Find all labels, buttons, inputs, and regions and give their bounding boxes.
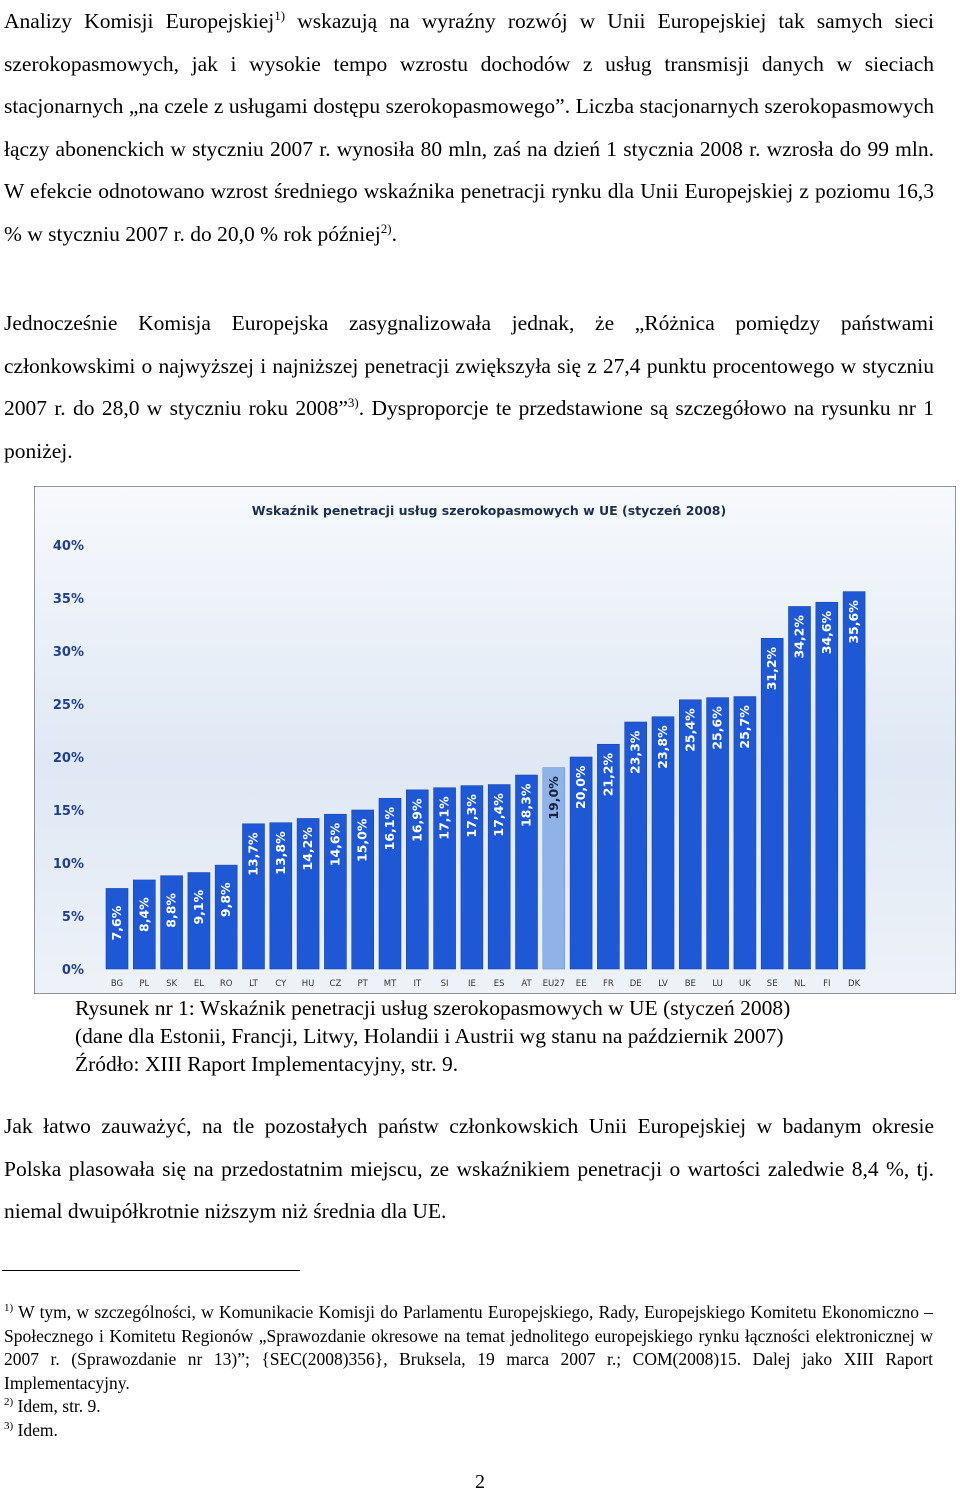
- x-tick-label: BE: [684, 979, 696, 989]
- bar-value-label: 34,6%: [818, 610, 834, 655]
- y-tick-label: 20%: [52, 751, 84, 766]
- caption-line-1: Rysunek nr 1: Wskaźnik penetracji usług szerokopasmowych w UE (styczeń 2008): [75, 996, 791, 1020]
- footnote-text: Idem, str. 9.: [13, 1396, 101, 1416]
- x-tick-label: FR: [603, 979, 614, 989]
- x-tick-label: RO: [219, 979, 233, 989]
- bar-value-label: 25,4%: [682, 708, 698, 752]
- x-tick-label: LU: [712, 979, 723, 989]
- bar-value-label: 7,6%: [109, 905, 124, 941]
- bar-value-label: 20,0%: [573, 765, 589, 809]
- bar-value-label: 9,8%: [218, 882, 234, 918]
- paragraph-intro-text-2: wskazują na wyraźny rozwój w Unii Europejskiej tak samych sieci szerokopasmowych, jak i wysokie tempo wzrostu dochodów z usług transmisji danych w sieciach stacjonarnych „na czele z usługami dostępu szerokopasmowego”. Liczba stacjonarnych szerokopasmowych łączy abonenckich w styczniu 2007 r. wynosiła 80 mln, zaś na dzień 1 stycznia 2008 r. wzrosła do 99 mln. W efekcie odnotowano wzrost średniego wskaźnika penetracji rynku dla Unii Europejskiej z poziomu 16,3 % w styczniu 2007 r. do 20,0 % rok później: [4, 9, 934, 246]
- bar-value-label: 17,4%: [491, 793, 507, 837]
- paragraph-disparity-text-1: Jednocześnie Komisja Europejska zasygnalizowała jednak, że „Różnica pomiędzy państwami członkowskimi o najwyższej i najniższej penetracji zwiększyła się z 27,4 punktu procentowego w styczniu 2007 r. do 28,0 w styczniu roku 2008”: [4, 311, 934, 420]
- bar-value-label: 17,3%: [463, 794, 479, 838]
- y-tick-label: 0%: [61, 963, 84, 978]
- bar-value-label: 25,6%: [709, 706, 725, 750]
- bar-value-label: 21,2%: [600, 752, 616, 797]
- bar-value-label: 15,0%: [354, 818, 370, 862]
- footnote-ref-2: 2): [380, 220, 392, 236]
- x-tick-label: AT: [521, 979, 532, 989]
- figure-caption: [75, 994, 935, 1078]
- x-tick-label: NL: [793, 979, 806, 989]
- x-tick-label: ES: [493, 979, 505, 989]
- x-tick-label: LT: [249, 979, 258, 989]
- paragraph-intro-text-1: Analizy Komisji Europejskiej: [4, 9, 275, 33]
- y-tick-label: 25%: [52, 698, 84, 713]
- x-tick-label: CZ: [329, 979, 342, 989]
- bar-value-label: 23,8%: [655, 725, 670, 769]
- bar-value-label: 8,4%: [136, 897, 152, 932]
- paragraph-disparity-text-2: . Dysproporcje te przedstawione są szczegółowo na rysunku nr 1 poniżej.: [4, 396, 934, 463]
- x-tick-label: SE: [766, 979, 778, 989]
- footnote-text: W tym, w szczególności, w Komunikacie Komisji do Parlamentu Europejskiego, Rady, Europejskiego Komitetu Ekonomiczno – Społecznego i Komitetu Regionów „Sprawozdanie okresowe na temat jednolitego europejskiego rynku łączności elektronicznej w 2007 r. (Sprawozdanie nr 13)”; {SEC(2008)356}, Bruksela, 19 marca 2007 r.; COM(2008)15. Dalej jako XIII Raport Implementacyjny.: [4, 1302, 933, 1393]
- y-tick-label: 15%: [52, 804, 84, 819]
- x-tick-label: PT: [357, 979, 368, 989]
- footnote-mark: 3): [4, 1419, 14, 1432]
- y-tick-label: 40%: [52, 539, 84, 554]
- bar-value-label: 8,8%: [163, 893, 179, 928]
- x-tick-label: EE: [575, 979, 587, 989]
- bar-nl: [789, 606, 811, 969]
- bar-value-label: 16,9%: [409, 798, 425, 842]
- bar-value-label: 13,8%: [272, 831, 288, 875]
- page-number: 2: [475, 1471, 485, 1493]
- x-tick-label: DE: [629, 979, 642, 989]
- bar-value-label: 35,6%: [846, 600, 862, 644]
- footnote-mark: 2): [4, 1396, 14, 1409]
- penetration-bar-chart: [34, 486, 956, 994]
- footnote-mark: 1): [4, 1302, 14, 1315]
- chart-title: Wskaźnik penetracji usług szerokopasmowych w UE (styczeń 2008): [251, 503, 727, 518]
- x-tick-label: MT: [383, 979, 397, 989]
- bar-value-label: 13,7%: [245, 832, 261, 876]
- x-tick-label: SK: [166, 979, 178, 989]
- bar-value-label: 9,1%: [190, 889, 206, 925]
- bar-value-label: 19,0%: [545, 776, 561, 820]
- bar-value-label: 31,2%: [764, 646, 780, 691]
- bar-value-label: 34,2%: [791, 615, 807, 659]
- footnote-text: Idem.: [13, 1419, 58, 1440]
- bar-value-label: 25,7%: [736, 705, 752, 749]
- x-tick-label: CY: [275, 979, 287, 989]
- y-tick-label: 35%: [52, 592, 84, 607]
- x-tick-label: SI: [440, 979, 449, 989]
- bar-value-label: 14,6%: [327, 822, 343, 867]
- bar-dk: [843, 592, 865, 969]
- bar-value-label: 16,1%: [382, 806, 397, 851]
- footnote-separator: [2, 1270, 300, 1271]
- y-tick-label: 30%: [52, 645, 84, 660]
- x-tick-label: IE: [467, 979, 476, 989]
- paragraph-intro-text-3: .: [391, 221, 398, 246]
- bar-value-label: 17,1%: [436, 796, 452, 840]
- bar-value-label: 14,2%: [300, 827, 316, 871]
- x-tick-label: EL: [193, 979, 204, 989]
- caption-source: Źródło: XIII Raport Implementacyjny, str. 9.: [75, 1052, 459, 1076]
- footnote-2: [4, 1395, 933, 1419]
- y-tick-label: 5%: [61, 910, 84, 925]
- footnote-1: [4, 1301, 933, 1395]
- x-tick-label: UK: [739, 979, 751, 989]
- footnote-3: [4, 1419, 933, 1443]
- footnote-ref-3: 3): [347, 394, 359, 410]
- footnote-ref-1: 1): [274, 7, 286, 23]
- paragraph-intro: [4, 0, 934, 255]
- bar-fi: [816, 602, 838, 969]
- x-tick-label: HU: [301, 979, 315, 989]
- paragraph-disparity: [4, 302, 934, 472]
- x-tick-label: BG: [110, 979, 124, 989]
- y-tick-label: 10%: [52, 857, 84, 872]
- x-tick-label: EU27: [542, 979, 566, 989]
- x-tick-label: PL: [139, 979, 150, 989]
- footnotes: [4, 1301, 933, 1442]
- x-tick-label: LV: [658, 979, 668, 989]
- caption-line-2: (dane dla Estonii, Francji, Litwy, Holandii i Austrii wg stanu na październik 2007): [75, 1024, 784, 1048]
- paragraph-poland: Jak łatwo zauważyć, na tle pozostałych państw członkowskich Unii Europejskiej w badanym okresie Polska plasowała się na przedostatnim miejscu, ze wskaźnikiem penetracji o wartości zaledwie 8,4 %, tj. niemal dwuipółkrotnie niższym niż średnia dla UE.: [4, 1114, 934, 1223]
- bar-value-label: 18,3%: [518, 783, 534, 828]
- x-tick-label: IT: [413, 979, 422, 989]
- x-tick-label: DK: [848, 979, 861, 989]
- x-tick-label: FI: [823, 979, 831, 989]
- bar-value-label: 23,3%: [627, 730, 643, 775]
